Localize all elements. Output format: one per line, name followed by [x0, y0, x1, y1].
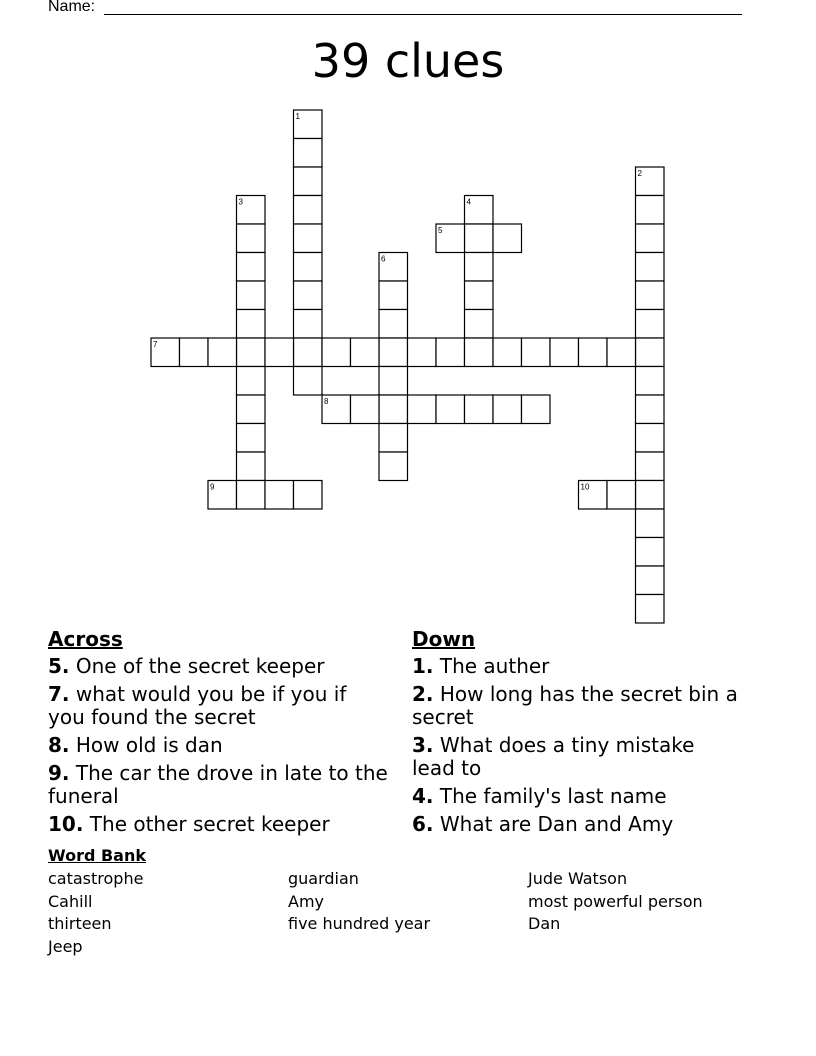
clue-number-label: 10 [580, 482, 590, 492]
grid-cell[interactable] [465, 338, 494, 367]
word-bank-item: guardian [288, 869, 359, 888]
word-bank-column [528, 868, 703, 936]
grid-cell[interactable] [465, 281, 494, 310]
grid-cell[interactable] [579, 338, 608, 367]
clue-number-label: 4 [466, 197, 471, 207]
down-clue [412, 655, 742, 678]
grid-cell[interactable] [408, 338, 437, 367]
grid-cell[interactable] [237, 395, 266, 424]
grid-cell[interactable] [237, 310, 266, 339]
grid-cell[interactable] [493, 395, 522, 424]
clue-text: How long has the secret bin a secret [412, 682, 738, 729]
page-title: 39 clues [311, 34, 505, 88]
across-clue [48, 734, 388, 757]
grid-cell[interactable] [237, 224, 266, 253]
grid-cell[interactable] [379, 310, 408, 339]
grid-cell[interactable] [208, 481, 237, 510]
grid-cell[interactable] [294, 253, 323, 282]
clue-number-label: 6 [381, 254, 386, 264]
down-heading: Down [412, 627, 476, 651]
grid-cell[interactable] [208, 338, 237, 367]
grid-cell[interactable] [636, 595, 665, 624]
across-clue [48, 813, 388, 836]
grid-cell[interactable] [294, 224, 323, 253]
across-clues [48, 628, 388, 841]
grid-cell[interactable] [636, 538, 665, 567]
clue-text: What does a tiny mistake lead to [412, 733, 695, 780]
clue-number-label: 1 [295, 112, 300, 121]
grid-cell[interactable] [379, 367, 408, 396]
grid-cell[interactable] [636, 395, 665, 424]
word-bank-column [288, 868, 430, 936]
grid-cell[interactable] [265, 338, 294, 367]
grid-cell[interactable] [436, 395, 465, 424]
grid-cell[interactable] [294, 110, 323, 139]
grid-cell[interactable] [237, 253, 266, 282]
word-bank-heading: Word Bank [48, 846, 147, 865]
grid-cell[interactable] [636, 509, 665, 538]
grid-cell[interactable] [379, 452, 408, 481]
down-clue [412, 785, 742, 808]
clue-number: 5. [48, 654, 70, 678]
clue-number-label: 8 [324, 397, 329, 406]
name-label: Name: [48, 0, 96, 15]
clue-number: 7. [48, 682, 70, 706]
clue-text: The auther [439, 654, 550, 678]
grid-cell[interactable] [294, 310, 323, 339]
down-clue [412, 683, 742, 729]
grid-cell[interactable] [465, 224, 494, 253]
grid-cell[interactable] [636, 310, 665, 339]
word-bank-item: Amy [288, 891, 324, 911]
clue-text: The other secret keeper [89, 812, 330, 836]
grid-cell[interactable] [636, 196, 665, 225]
clue-text: what would you be if you if you found the secret [48, 682, 347, 729]
grid-cell[interactable] [237, 196, 266, 225]
clue-number-label: 3 [238, 197, 243, 207]
grid-cell[interactable] [522, 395, 551, 424]
clue-number-label: 7 [153, 340, 158, 349]
grid-cell[interactable] [636, 424, 665, 453]
grid-cell[interactable] [237, 281, 266, 310]
word-bank-item: five hundred year [288, 914, 431, 933]
grid-cell[interactable] [322, 395, 351, 424]
down-clue [412, 734, 742, 780]
name-field[interactable] [104, 14, 742, 15]
grid-cell[interactable] [237, 481, 266, 510]
grid-cell[interactable] [636, 367, 665, 396]
grid-cell[interactable] [636, 338, 665, 367]
grid-cell[interactable] [636, 452, 665, 481]
grid-cell[interactable] [436, 224, 465, 253]
grid-cell[interactable] [294, 338, 323, 367]
grid-cell[interactable] [636, 281, 665, 310]
clue-text: The family's last name [439, 784, 667, 808]
word-bank-item: catastrophe [48, 869, 144, 888]
grid-cell[interactable] [294, 481, 323, 510]
grid-cell[interactable] [465, 310, 494, 339]
down-clue [412, 813, 742, 836]
grid-cell[interactable] [237, 367, 266, 396]
clue-number: 9. [48, 761, 70, 785]
grid-cell[interactable] [294, 139, 323, 168]
grid-cell[interactable] [379, 281, 408, 310]
grid-cell[interactable] [265, 481, 294, 510]
grid-cell[interactable] [294, 167, 323, 196]
grid-cell[interactable] [322, 338, 351, 367]
across-clue [48, 762, 388, 808]
clue-number: 10. [48, 812, 84, 836]
grid-cell[interactable] [379, 424, 408, 453]
grid-cell[interactable] [493, 338, 522, 367]
grid-cell[interactable] [294, 281, 323, 310]
clue-number: 4. [412, 784, 434, 808]
clue-text: The car the drove in late to the funeral [48, 761, 388, 808]
grid-cell[interactable] [151, 338, 180, 367]
across-heading: Across [48, 627, 123, 651]
across-clue [48, 655, 388, 678]
word-bank-column [48, 868, 143, 958]
grid-cell[interactable] [636, 566, 665, 595]
across-clue [48, 683, 388, 729]
clue-number: 6. [412, 812, 434, 836]
clue-text: What are Dan and Amy [439, 812, 674, 836]
word-bank-item: thirteen [48, 914, 112, 933]
clue-number-label: 5 [438, 226, 443, 235]
grid-cell[interactable] [379, 395, 408, 424]
word-bank-item: Dan [528, 914, 561, 933]
grid-cell[interactable] [351, 338, 380, 367]
clue-text: One of the secret keeper [75, 654, 325, 678]
word-bank-item: Jeep [48, 936, 83, 956]
clue-number-label: 2 [637, 169, 642, 178]
grid-cell[interactable] [607, 481, 636, 510]
grid-cell[interactable] [579, 481, 608, 510]
grid-cell[interactable] [550, 338, 579, 367]
word-bank-item: Jude Watson [528, 869, 628, 888]
grid-cell[interactable] [379, 253, 408, 282]
word-bank-item: Cahill [48, 891, 93, 911]
clue-text: How old is dan [75, 733, 223, 757]
grid-cell[interactable] [636, 224, 665, 253]
grid-cell[interactable] [465, 395, 494, 424]
grid-cell[interactable] [379, 338, 408, 367]
grid-cell[interactable] [351, 395, 380, 424]
grid-cell[interactable] [636, 481, 665, 510]
grid-cell[interactable] [465, 253, 494, 282]
grid-cell[interactable] [522, 338, 551, 367]
word-bank-item: most powerful person [528, 891, 703, 911]
grid-cell[interactable] [294, 196, 323, 225]
grid-cell[interactable] [180, 338, 209, 367]
grid-cell[interactable] [237, 338, 266, 367]
clue-number: 2. [412, 682, 434, 706]
clue-number: 3. [412, 733, 434, 757]
grid-cell[interactable] [636, 253, 665, 282]
grid-cell[interactable] [294, 367, 323, 396]
grid-cell[interactable] [636, 167, 665, 196]
clue-number-label: 9 [210, 482, 215, 492]
clue-number: 1. [412, 654, 434, 678]
grid-cell[interactable] [237, 424, 266, 453]
grid-cell[interactable] [465, 196, 494, 225]
grid-cell[interactable] [237, 452, 266, 481]
grid-cell[interactable] [436, 338, 465, 367]
clue-number: 8. [48, 733, 70, 757]
grid-cell[interactable] [607, 338, 636, 367]
grid-cell[interactable] [493, 224, 522, 253]
grid-cell[interactable] [408, 395, 437, 424]
down-clues [412, 628, 742, 841]
